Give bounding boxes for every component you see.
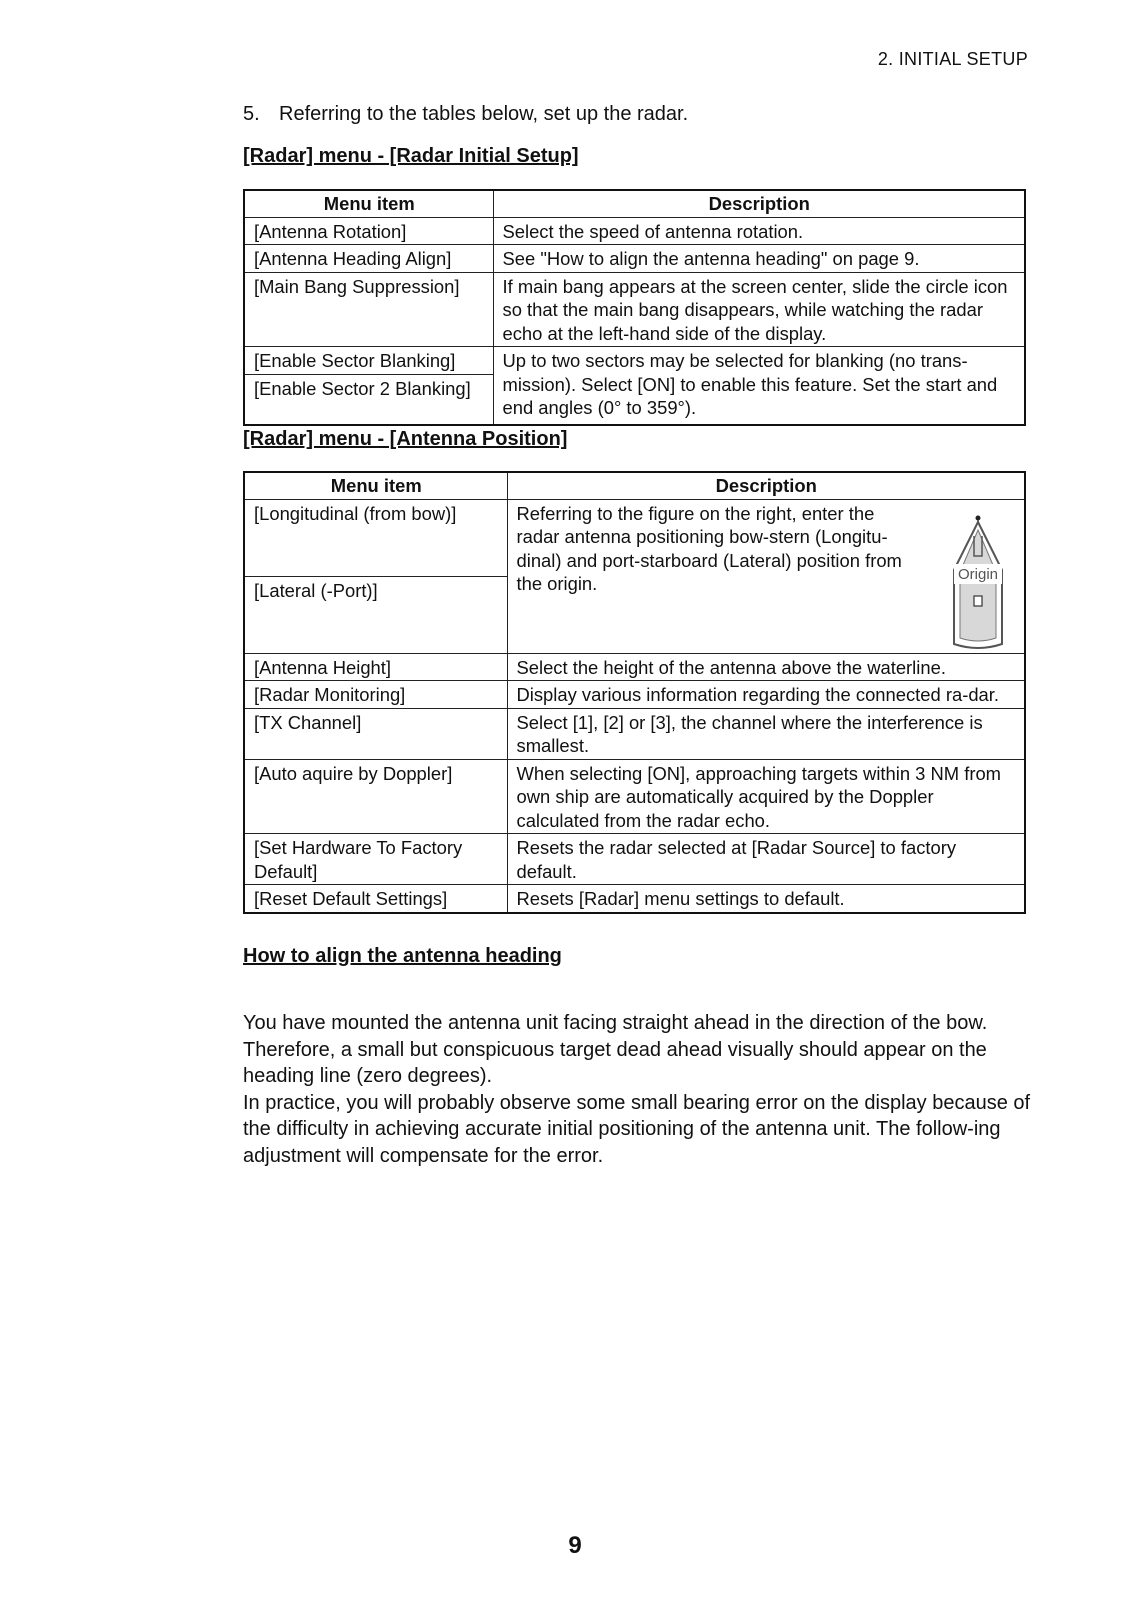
menu-item-cell: [Set Hardware To Factory Default] <box>244 834 507 885</box>
menu-item-cell: [Antenna Height] <box>244 653 507 681</box>
description-text: Referring to the figure on the right, enter the radar antenna positioning bow-stern (Longitu-dinal) and port-starboard (Lateral) position from the origin. <box>516 502 902 594</box>
table-row <box>244 653 1025 681</box>
description-cell: Up to two sectors may be selected for blanking (no trans-mission). Select [ON] to enable this feature. Set the start and end angles (0° to 359°). <box>493 347 1025 426</box>
description-cell: Resets the radar selected at [Radar Source] to factory default. <box>507 834 1025 885</box>
table-row <box>244 708 1025 759</box>
menu-item-cell: [Reset Default Settings] <box>244 885 507 913</box>
table-header-row <box>244 472 1025 499</box>
table-row <box>244 759 1025 834</box>
step-text: Referring to the tables below, set up the radar. <box>279 103 689 125</box>
paragraph: You have mounted the antenna unit facing straight ahead in the direction of the bow. Therefore, a small but conspicuous target dead ahead visually should appear on the heading line (zero degrees). <box>243 1012 988 1088</box>
column-header-menu-item: Menu item <box>244 190 493 217</box>
column-header-menu-item: Menu item <box>244 472 507 499</box>
page-number: 9 <box>568 1532 582 1559</box>
menu-item-cell: [Radar Monitoring] <box>244 681 507 709</box>
paragraph: In practice, you will probably observe some small bearing error on the display because of the difficulty in achieving accurate initial positioning of the antenna unit. The follow-ing adjustment will compensate for the error. <box>243 1091 1031 1167</box>
running-header: 2. INITIAL SETUP <box>877 49 1028 69</box>
menu-item-cell: [Longitudinal (from bow)] <box>244 499 507 576</box>
radar-initial-setup-table <box>243 189 1026 426</box>
menu-item-cell: [Enable Sector 2 Blanking] <box>244 374 493 425</box>
description-cell: Select the height of the antenna above the waterline. <box>507 653 1025 681</box>
table-row <box>244 681 1025 709</box>
menu-item-cell: [Auto aquire by Doppler] <box>244 759 507 834</box>
description-cell-with-figure <box>507 499 1025 653</box>
menu-item-cell: [TX Channel] <box>244 708 507 759</box>
menu-item-cell: [Antenna Rotation] <box>244 217 493 245</box>
table-row <box>244 885 1025 913</box>
antenna-position-table <box>243 471 1026 914</box>
table-header-row <box>244 190 1025 217</box>
menu-item-cell: [Enable Sector Blanking] <box>244 347 493 375</box>
description-cell: Select [1], [2] or [3], the channel where the interference is smallest. <box>507 708 1025 759</box>
section-heading-align-antenna: How to align the antenna heading <box>243 945 562 967</box>
table-row <box>244 347 1025 375</box>
menu-item-cell: [Lateral (-Port)] <box>244 576 507 653</box>
description-cell: When selecting [ON], approaching targets within 3 NM from own ship are automatically acquired by the Doppler calculated from the radar echo. <box>507 759 1025 834</box>
step-5 <box>243 103 688 126</box>
table-row <box>244 499 1025 576</box>
ship-outline-figure <box>952 512 1004 652</box>
description-cell: Display various information regarding the connected ra-dar. <box>507 681 1025 709</box>
table-row <box>244 272 1025 347</box>
description-cell: See "How to align the antenna heading" on page 9. <box>493 245 1025 273</box>
description-cell: Select the speed of antenna rotation. <box>493 217 1025 245</box>
column-header-description: Description <box>507 472 1025 499</box>
body-text <box>243 1010 1033 1170</box>
menu-item-cell: [Antenna Heading Align] <box>244 245 493 273</box>
description-cell: If main bang appears at the screen center, slide the circle icon so that the main bang disappears, while watching the radar echo at the left-hand side of the display. <box>493 272 1025 347</box>
section-heading-radar-initial-setup: [Radar] menu - [Radar Initial Setup] <box>243 145 579 167</box>
column-header-description: Description <box>493 190 1025 217</box>
table-row <box>244 217 1025 245</box>
table-row <box>244 834 1025 885</box>
section-heading-antenna-position: [Radar] menu - [Antenna Position] <box>243 428 568 450</box>
figure-origin-label: Origin <box>957 565 999 583</box>
menu-item-cell: [Main Bang Suppression] <box>244 272 493 347</box>
table-row <box>244 245 1025 273</box>
step-number: 5. <box>243 103 260 125</box>
description-cell: Resets [Radar] menu settings to default. <box>507 885 1025 913</box>
